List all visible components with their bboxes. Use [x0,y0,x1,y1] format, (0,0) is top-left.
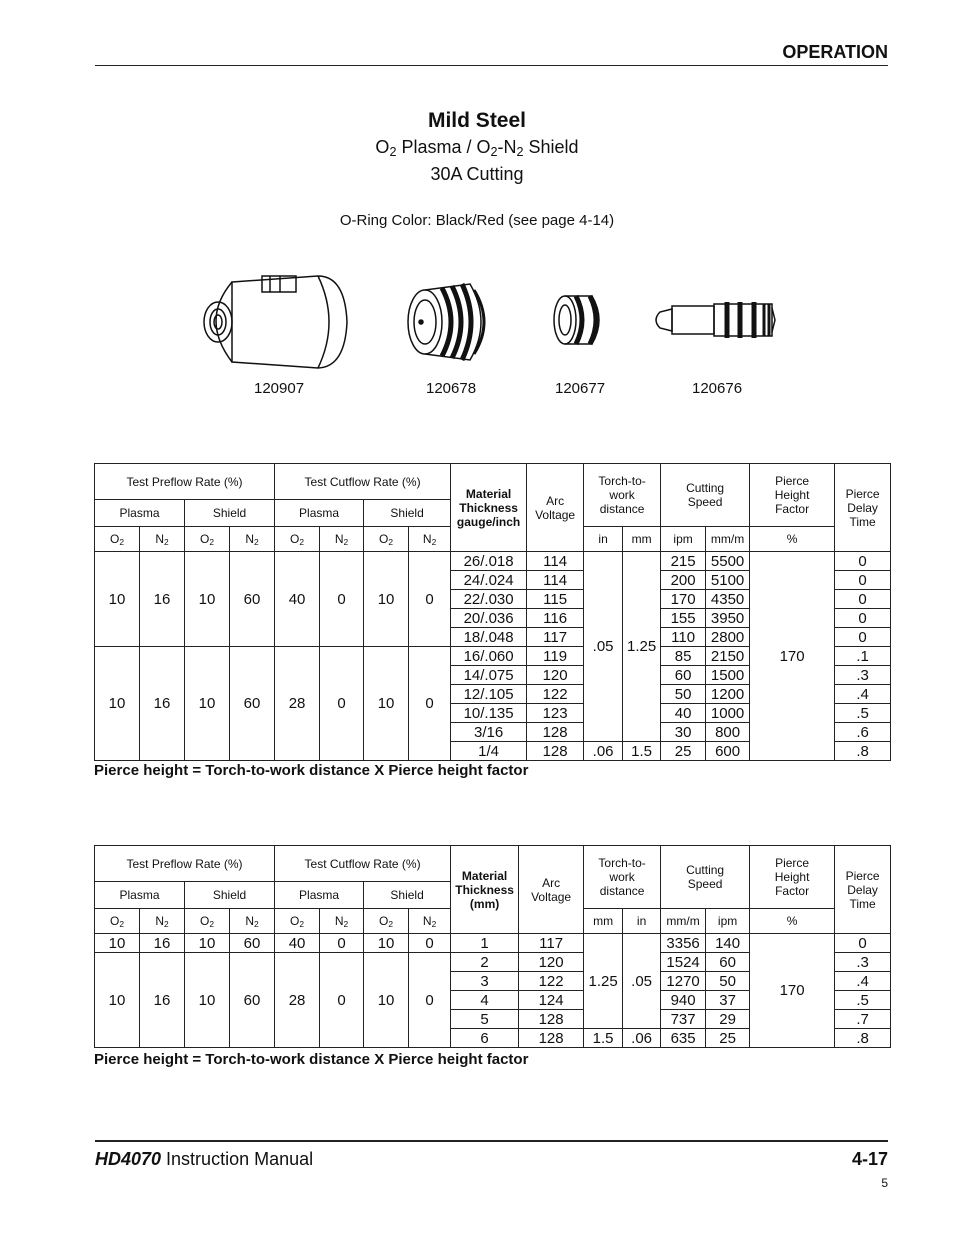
test-cutflow-header: Test Cutflow Rate (%) [275,846,451,882]
speed-mmm-cell: 1000 [706,704,750,723]
speed-ipm-cell: 215 [661,552,706,571]
thickness-cell: 22/.030 [451,590,527,609]
arc-voltage-cell: 116 [527,609,584,628]
unit-in-header: in [623,909,661,934]
gas-subtitle: $O_2$ Plasma / $O_2-N_2$ Shield [375,137,579,160]
preflow-shield-o2: 10 [185,552,230,647]
nozzle-drawing [408,284,484,360]
page-title: Mild Steel [427,109,527,132]
pierce-delay-cell: .4 [835,972,891,991]
consumable-parts-illustration [0,262,954,402]
cutflow-shield-n2: 0 [409,552,451,647]
gas-o2-header: $O_2$ [185,909,230,934]
thickness-cell: 1/4 [451,742,527,761]
torch-distance-mm-cell: 1.5 [623,742,661,761]
cutflow-shield-n2: 0 [409,934,451,953]
thickness-cell: 4 [451,991,519,1010]
model-name: HD4070 [95,1149,162,1169]
pierce-factor-cell: 170 [750,934,835,1048]
preflow-plasma-o2: 10 [95,934,140,953]
unit-mm-header: mm [584,909,623,934]
preflow-plasma-n2: 16 [140,934,185,953]
pierce-delay-cell: .8 [835,742,891,761]
unit-mmm-header: mm/m [661,909,706,934]
torch-distance-in-cell: .05 [584,552,623,742]
preflow-shield-n2: 60 [230,934,275,953]
speed-mmm-cell: 800 [706,723,750,742]
speed-ipm-cell: 29 [706,1010,750,1029]
speed-ipm-cell: 60 [661,666,706,685]
gas-n2-header: $N_2$ [409,527,451,552]
shield-cap-drawing [204,276,347,368]
cutflow-shield-o2: 10 [364,953,409,1048]
section-heading: OPERATION [782,42,888,62]
pierce-delay-cell: .4 [835,685,891,704]
preflow-plasma-n2: 16 [140,953,185,1048]
header-rule [95,65,888,66]
cutflow-plasma-o2: 28 [275,647,320,761]
arc-voltage-cell: 128 [519,1010,584,1029]
cutflow-plasma-header: Plasma [275,500,364,527]
cutting-speed-header: Cutting Speed [661,464,750,527]
torch-distance-in-cell: .06 [623,1029,661,1048]
speed-mmm-cell: 1500 [706,666,750,685]
pierce-delay-cell: .3 [835,953,891,972]
gas-n2-header: $N_2$ [140,909,185,934]
speed-mmm-cell: 5100 [706,571,750,590]
speed-ipm-cell: 200 [661,571,706,590]
pierce-delay-cell: 0 [835,552,891,571]
gas-o2-header: $O_2$ [275,909,320,934]
thickness-cell: 12/.105 [451,685,527,704]
speed-mmm-cell: 635 [661,1029,706,1048]
speed-mmm-cell: 1200 [706,685,750,704]
material-thickness-header: Material Thickness gauge/inch [451,464,527,552]
preflow-shield-o2: 10 [185,647,230,761]
thickness-cell: 2 [451,953,519,972]
speed-ipm-cell: 140 [706,934,750,953]
preflow-plasma-header: Plasma [95,882,185,909]
footer-rule [95,1140,888,1142]
thickness-cell: 5 [451,1010,519,1029]
cutflow-shield-header: Shield [364,882,451,909]
speed-ipm-cell: 60 [706,953,750,972]
arc-voltage-cell: 119 [527,647,584,666]
preflow-shield-header: Shield [185,882,275,909]
gas-o2-header: $O_2$ [275,527,320,552]
pierce-delay-cell: .8 [835,1029,891,1048]
pierce-delay-cell: 0 [835,571,891,590]
unit-percent-header: % [750,909,835,934]
thickness-cell: 1 [451,934,519,953]
speed-mmm-cell: 1524 [661,953,706,972]
cutting-speed-header: Cutting Speed [661,846,750,909]
speed-mmm-cell: 940 [661,991,706,1010]
pierce-delay-cell: .3 [835,666,891,685]
speed-mmm-cell: 5500 [706,552,750,571]
speed-ipm-cell: 85 [661,647,706,666]
pierce-delay-header: Pierce Delay Time [835,846,891,934]
cutflow-shield-n2: 0 [409,953,451,1048]
gas-o2-header: $O_2$ [364,909,409,934]
thickness-cell: 10/.135 [451,704,527,723]
part-number-electrode: 120676 [692,380,743,397]
cut-chart-metric-table [94,845,891,1048]
preflow-plasma-n2: 16 [140,647,185,761]
speed-ipm-cell: 155 [661,609,706,628]
speed-ipm-cell: 170 [661,590,706,609]
test-preflow-header: Test Preflow Rate (%) [95,464,275,500]
speed-ipm-cell: 40 [661,704,706,723]
cutflow-shield-o2: 10 [364,647,409,761]
torch-distance-mm-cell: 1.25 [584,934,623,1029]
arc-voltage-cell: 123 [527,704,584,723]
speed-ipm-cell: 50 [661,685,706,704]
thickness-cell: 18/.048 [451,628,527,647]
unit-ipm-header: ipm [706,909,750,934]
arc-voltage-cell: 122 [519,972,584,991]
unit-ipm-header: ipm [661,527,706,552]
preflow-shield-n2: 60 [230,552,275,647]
preflow-plasma-n2: 16 [140,552,185,647]
thickness-cell: 20/.036 [451,609,527,628]
torch-distance-mm-cell: 1.5 [584,1029,623,1048]
speed-mmm-cell: 4350 [706,590,750,609]
preflow-shield-n2: 60 [230,953,275,1048]
speed-mmm-cell: 2150 [706,647,750,666]
preflow-shield-n2: 60 [230,647,275,761]
table-row [95,934,891,953]
thickness-cell: 26/.018 [451,552,527,571]
cutflow-plasma-o2: 40 [275,552,320,647]
unit-in-header: in [584,527,623,552]
cutflow-shield-n2: 0 [409,647,451,761]
pierce-delay-header: Pierce Delay Time [835,464,891,552]
gas-n2-header: $N_2$ [320,527,364,552]
torch-distance-header: Torch-to- work distance [584,464,661,527]
preflow-shield-o2: 10 [185,953,230,1048]
speed-ipm-cell: 25 [661,742,706,761]
table-row [95,552,891,571]
thickness-cell: 24/.024 [451,571,527,590]
arc-voltage-cell: 120 [519,953,584,972]
manual-title: HD4070 Instruction Manual [95,1149,314,1169]
speed-ipm-cell: 37 [706,991,750,1010]
cutflow-plasma-n2: 0 [320,552,364,647]
arc-voltage-cell: 128 [527,723,584,742]
arc-voltage-cell: 117 [519,934,584,953]
electrode-drawing [656,302,775,338]
thickness-cell: 3 [451,972,519,991]
thickness-cell: 3/16 [451,723,527,742]
pierce-height-factor-header: Pierce Height Factor [750,846,835,909]
cutflow-shield-o2: 10 [364,552,409,647]
gas-o2-header: $O_2$ [185,527,230,552]
speed-mmm-cell: 737 [661,1010,706,1029]
pierce-delay-cell: .5 [835,991,891,1010]
pierce-delay-cell: 0 [835,590,891,609]
unit-percent-header: % [750,527,835,552]
arc-voltage-header: Arc Voltage [527,464,584,552]
arc-voltage-cell: 124 [519,991,584,1010]
arc-voltage-cell: 120 [527,666,584,685]
unit-mm-header: mm [623,527,661,552]
material-thickness-header: Material Thickness (mm) [451,846,519,934]
part-number-shield-cap: 120907 [254,380,305,397]
arc-voltage-cell: 122 [527,685,584,704]
oring-note: O-Ring Color: Black/Red (see page 4-14) [339,212,615,229]
cutflow-plasma-o2: 28 [275,953,320,1048]
arc-voltage-cell: 128 [527,742,584,761]
page-number: 4-17 [851,1149,888,1169]
pierce-delay-cell: 0 [835,934,891,953]
pierce-factor-cell: 170 [750,552,835,761]
pierce-height-note: Pierce height = Torch-to-work distance X Pierce height factor [94,762,529,779]
arc-voltage-cell: 114 [527,571,584,590]
speed-ipm-cell: 30 [661,723,706,742]
swirl-ring-drawing [554,296,599,344]
speed-mmm-cell: 1270 [661,972,706,991]
gas-o2-header: $O_2$ [95,909,140,934]
speed-ipm-cell: 110 [661,628,706,647]
preflow-plasma-o2: 10 [95,953,140,1048]
speed-mmm-cell: 2800 [706,628,750,647]
cutflow-shield-header: Shield [364,500,451,527]
arc-voltage-cell: 117 [527,628,584,647]
gas-n2-header: $N_2$ [409,909,451,934]
sheet-number: 5 [881,1176,888,1190]
gas-n2-header: $N_2$ [230,909,275,934]
speed-ipm-cell: 50 [706,972,750,991]
gas-n2-header: $N_2$ [320,909,364,934]
pierce-delay-cell: 0 [835,628,891,647]
torch-distance-mm-cell: 1.25 [623,552,661,742]
cutflow-plasma-header: Plasma [275,882,364,909]
preflow-shield-header: Shield [185,500,275,527]
thickness-cell: 16/.060 [451,647,527,666]
part-number-swirl-ring: 120677 [555,380,606,397]
arc-voltage-cell: 115 [527,590,584,609]
pierce-height-factor-header: Pierce Height Factor [750,464,835,527]
preflow-plasma-header: Plasma [95,500,185,527]
arc-voltage-header: Arc Voltage [519,846,584,934]
preflow-plasma-o2: 10 [95,552,140,647]
torch-distance-header: Torch-to- work distance [584,846,661,909]
speed-mmm-cell: 3356 [661,934,706,953]
part-number-nozzle: 120678 [426,380,477,397]
pierce-delay-cell: .1 [835,647,891,666]
cutflow-plasma-o2: 40 [275,934,320,953]
speed-ipm-cell: 25 [706,1029,750,1048]
cut-chart-inch-table [94,463,891,761]
test-cutflow-header: Test Cutflow Rate (%) [275,464,451,500]
arc-voltage-cell: 114 [527,552,584,571]
unit-mmm-header: mm/m [706,527,750,552]
preflow-shield-o2: 10 [185,934,230,953]
pierce-delay-cell: .7 [835,1010,891,1029]
pierce-height-note: Pierce height = Torch-to-work distance X Pierce height factor [94,1051,529,1068]
cutflow-plasma-n2: 0 [320,647,364,761]
speed-mmm-cell: 600 [706,742,750,761]
pierce-delay-cell: .5 [835,704,891,723]
gas-n2-header: $N_2$ [140,527,185,552]
cutflow-shield-o2: 10 [364,934,409,953]
thickness-cell: 14/.075 [451,666,527,685]
test-preflow-header: Test Preflow Rate (%) [95,846,275,882]
gas-o2-header: $O_2$ [364,527,409,552]
torch-distance-in-cell: .06 [584,742,623,761]
cutflow-plasma-n2: 0 [320,953,364,1048]
gas-n2-header: $N_2$ [230,527,275,552]
pierce-delay-cell: .6 [835,723,891,742]
pierce-delay-cell: 0 [835,609,891,628]
cutflow-plasma-n2: 0 [320,934,364,953]
torch-distance-in-cell: .05 [623,934,661,1029]
preflow-plasma-o2: 10 [95,647,140,761]
current-subtitle: 30A Cutting [430,164,524,184]
arc-voltage-cell: 128 [519,1029,584,1048]
gas-o2-header: $O_2$ [95,527,140,552]
speed-mmm-cell: 3950 [706,609,750,628]
thickness-cell: 6 [451,1029,519,1048]
